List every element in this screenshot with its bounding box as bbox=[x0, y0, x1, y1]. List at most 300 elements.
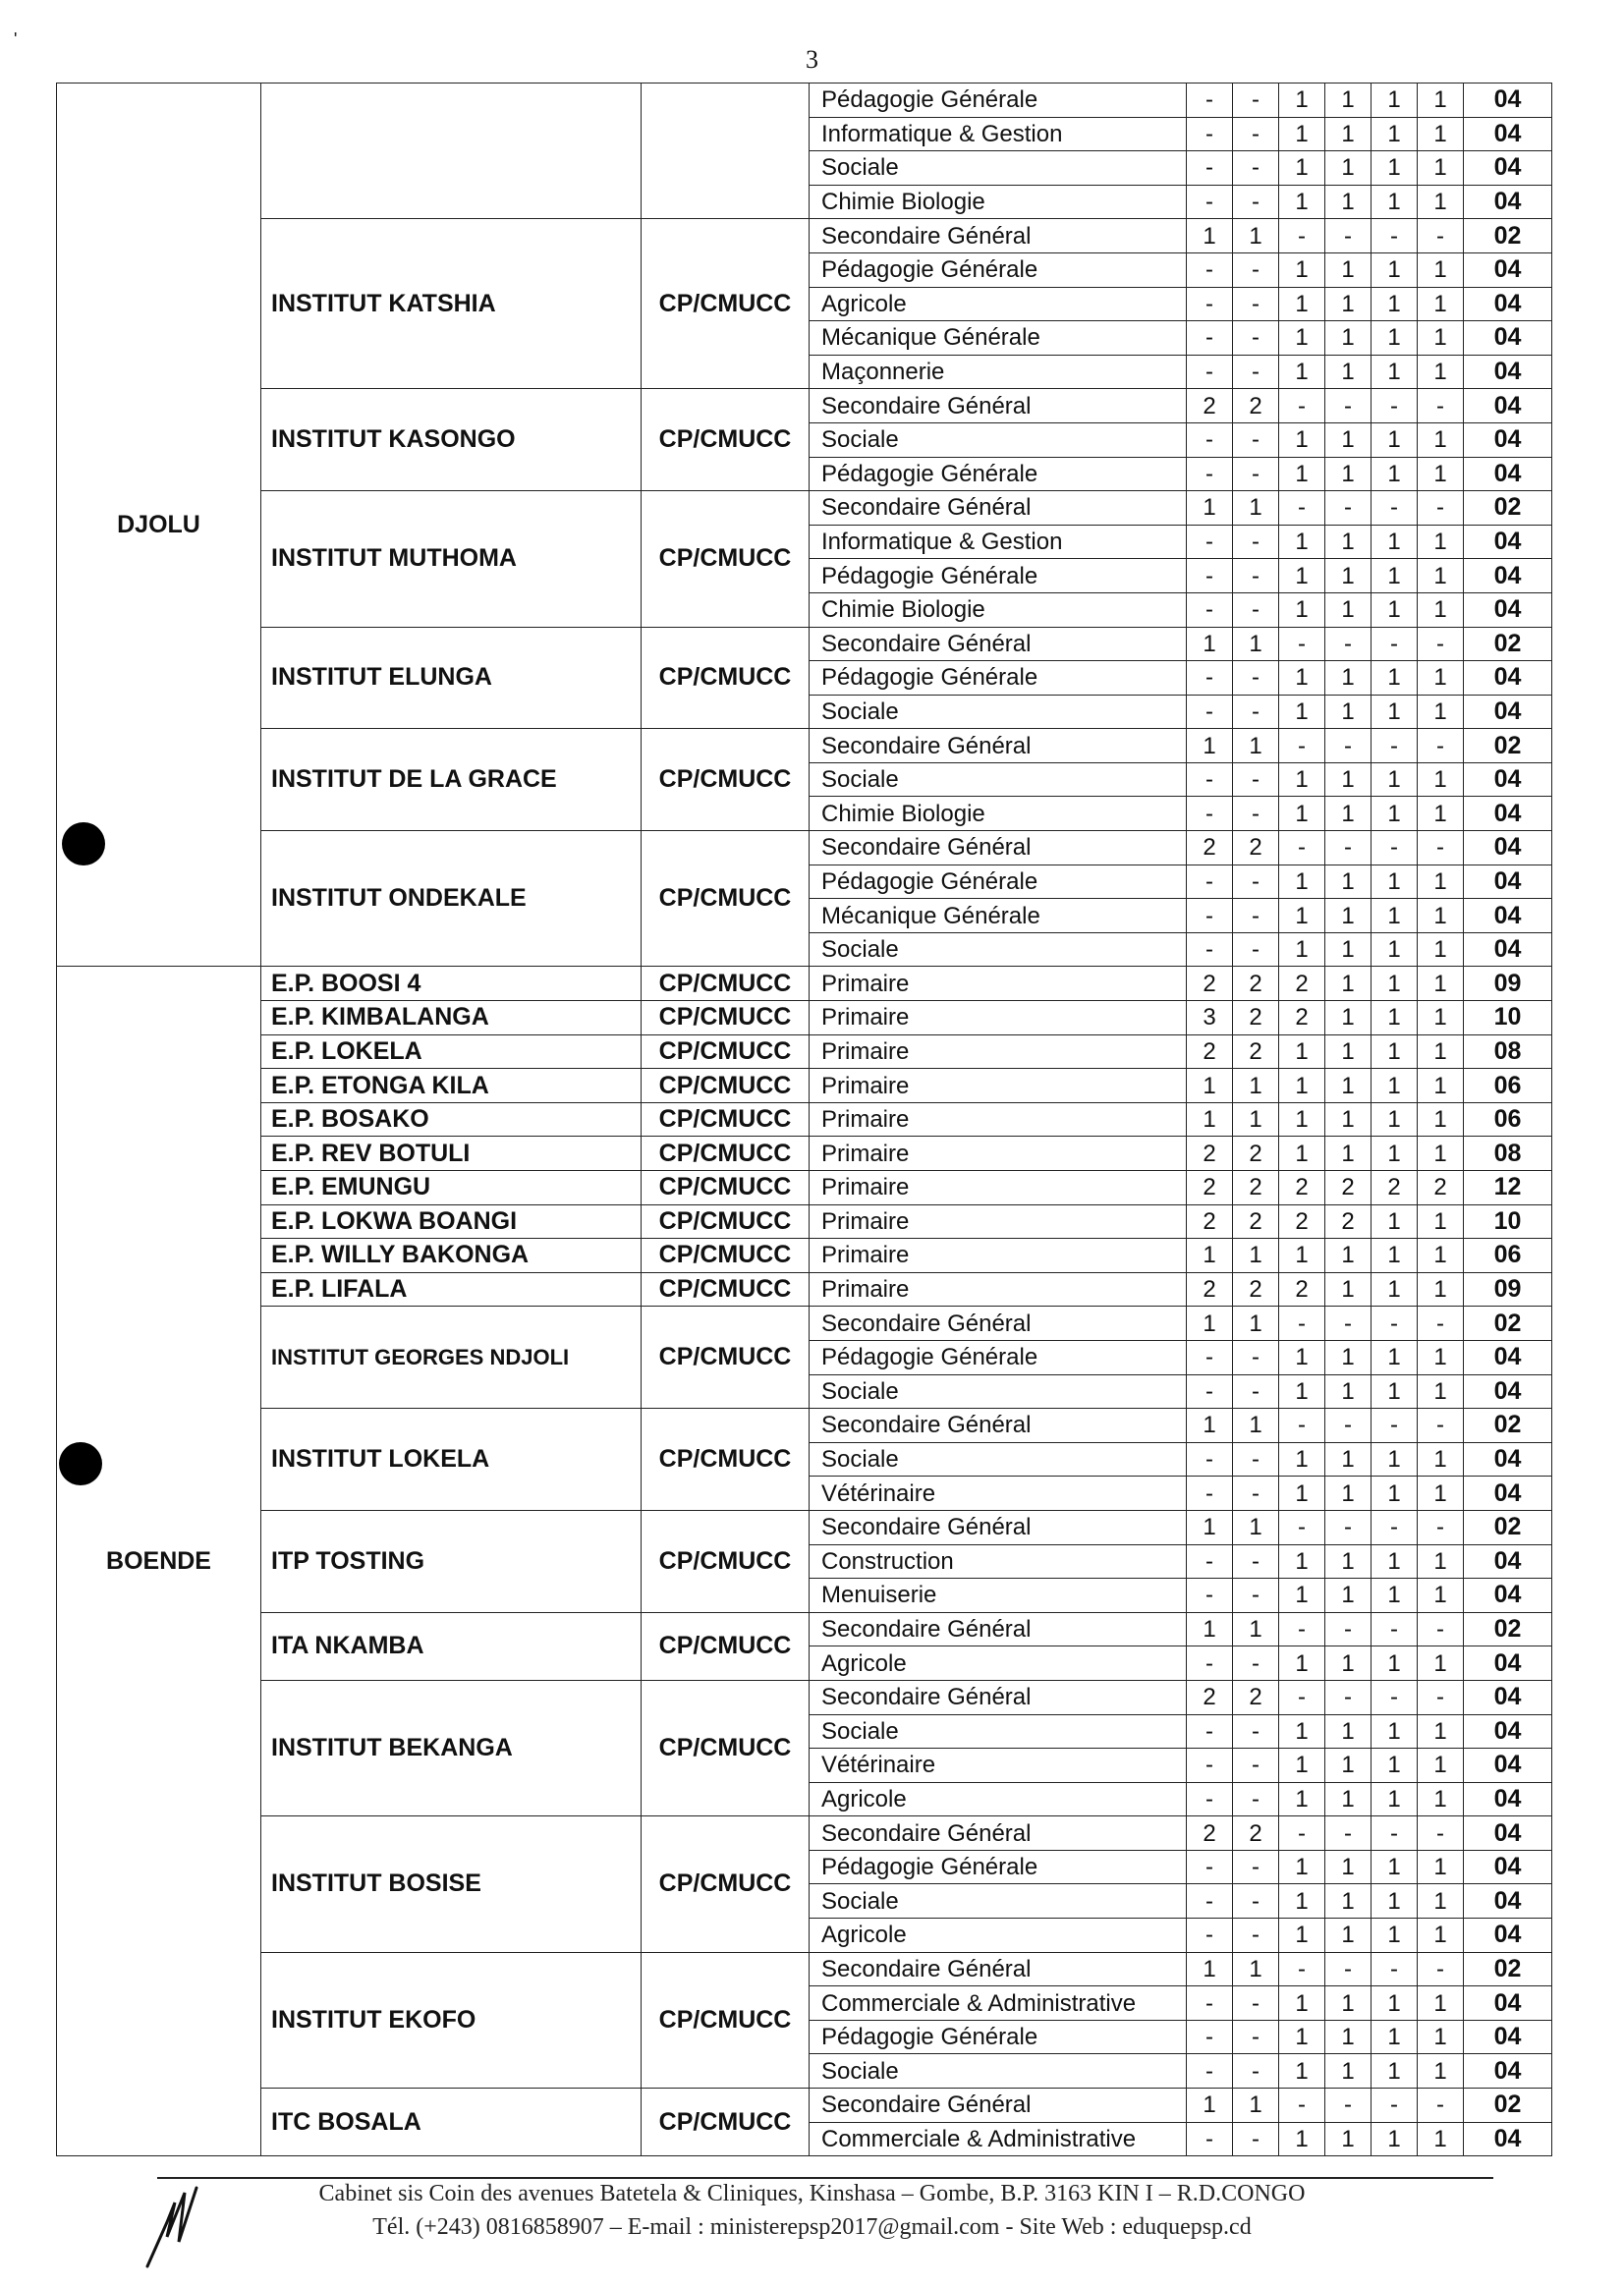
agency-code: CP/CMUCC bbox=[642, 1239, 810, 1273]
agency-code: CP/CMUCC bbox=[642, 1272, 810, 1307]
class-count-2: - bbox=[1233, 355, 1279, 389]
class-count-1: - bbox=[1187, 1919, 1233, 1953]
class-count-3: 1 bbox=[1279, 899, 1325, 933]
class-count-2: 1 bbox=[1233, 1409, 1279, 1443]
class-count-2: 2 bbox=[1233, 1680, 1279, 1714]
class-count-1: 2 bbox=[1187, 389, 1233, 423]
class-count-2: - bbox=[1233, 457, 1279, 491]
class-count-3: 1 bbox=[1279, 1782, 1325, 1816]
school-name: E.P. WILLY BAKONGA bbox=[261, 1239, 642, 1273]
class-count-5: 1 bbox=[1372, 559, 1418, 593]
option-name: Secondaire Général bbox=[810, 491, 1187, 526]
class-count-4: 1 bbox=[1325, 661, 1372, 696]
class-count-4: 1 bbox=[1325, 1374, 1372, 1409]
class-count-4: 1 bbox=[1325, 1544, 1372, 1579]
class-count-4: 1 bbox=[1325, 762, 1372, 797]
class-count-2: - bbox=[1233, 84, 1279, 118]
class-count-3: 1 bbox=[1279, 1714, 1325, 1749]
class-count-6: 1 bbox=[1418, 1919, 1464, 1953]
option-name: Primaire bbox=[810, 1204, 1187, 1239]
class-count-6: 1 bbox=[1418, 1477, 1464, 1511]
total-count: 04 bbox=[1464, 1749, 1552, 1783]
class-count-5: 1 bbox=[1372, 899, 1418, 933]
class-count-3: 1 bbox=[1279, 932, 1325, 967]
school-name: ITP TOSTING bbox=[261, 1510, 642, 1612]
class-count-6: 1 bbox=[1418, 559, 1464, 593]
class-count-6: 1 bbox=[1418, 695, 1464, 729]
class-count-2: - bbox=[1233, 592, 1279, 627]
class-count-3: 1 bbox=[1279, 1477, 1325, 1511]
option-name: Primaire bbox=[810, 1137, 1187, 1171]
class-count-5: 1 bbox=[1372, 1544, 1418, 1579]
option-name: Menuiserie bbox=[810, 1579, 1187, 1613]
class-count-2: - bbox=[1233, 1544, 1279, 1579]
class-count-3: - bbox=[1279, 1612, 1325, 1646]
table-row bbox=[57, 729, 1552, 763]
class-count-1: 1 bbox=[1187, 1239, 1233, 1273]
class-count-3: 2 bbox=[1279, 1272, 1325, 1307]
class-count-2: - bbox=[1233, 321, 1279, 356]
class-count-1: 1 bbox=[1187, 1612, 1233, 1646]
class-count-4: - bbox=[1325, 1409, 1372, 1443]
class-count-4: - bbox=[1325, 219, 1372, 253]
option-name: Primaire bbox=[810, 1069, 1187, 1103]
class-count-4: 1 bbox=[1325, 559, 1372, 593]
agency-code: CP/CMUCC bbox=[642, 1069, 810, 1103]
class-count-3: 1 bbox=[1279, 1034, 1325, 1069]
class-count-4: 1 bbox=[1325, 1340, 1372, 1374]
class-count-3: 1 bbox=[1279, 525, 1325, 559]
class-count-5: 2 bbox=[1372, 1171, 1418, 1205]
class-count-1: - bbox=[1187, 797, 1233, 831]
class-count-4: 1 bbox=[1325, 151, 1372, 186]
total-count: 04 bbox=[1464, 2054, 1552, 2089]
total-count: 09 bbox=[1464, 1272, 1552, 1307]
option-name: Vétérinaire bbox=[810, 1477, 1187, 1511]
class-count-1: 1 bbox=[1187, 729, 1233, 763]
class-count-4: 1 bbox=[1325, 1239, 1372, 1273]
table-row bbox=[57, 1171, 1552, 1205]
class-count-6: - bbox=[1418, 1680, 1464, 1714]
class-count-4: - bbox=[1325, 389, 1372, 423]
total-count: 04 bbox=[1464, 831, 1552, 865]
class-count-4: - bbox=[1325, 1510, 1372, 1544]
class-count-3: 1 bbox=[1279, 1850, 1325, 1884]
option-name: Secondaire Général bbox=[810, 729, 1187, 763]
option-name: Secondaire Général bbox=[810, 627, 1187, 661]
class-count-5: 1 bbox=[1372, 1646, 1418, 1681]
class-count-2: 1 bbox=[1233, 1952, 1279, 1986]
class-count-6: - bbox=[1418, 491, 1464, 526]
class-count-6: 1 bbox=[1418, 287, 1464, 321]
agency-code: CP/CMUCC bbox=[642, 491, 810, 627]
class-count-3: - bbox=[1279, 831, 1325, 865]
class-count-3: 1 bbox=[1279, 559, 1325, 593]
class-count-2: 1 bbox=[1233, 219, 1279, 253]
school-name: INSTITUT EKOFO bbox=[261, 1952, 642, 2088]
agency-code: CP/CMUCC bbox=[642, 389, 810, 491]
class-count-4: 1 bbox=[1325, 457, 1372, 491]
option-name: Secondaire Général bbox=[810, 1510, 1187, 1544]
agency-code bbox=[642, 84, 810, 219]
class-count-4: 1 bbox=[1325, 865, 1372, 899]
class-count-1: - bbox=[1187, 355, 1233, 389]
agency-code: CP/CMUCC bbox=[642, 1307, 810, 1409]
total-count: 04 bbox=[1464, 1919, 1552, 1953]
class-count-2: - bbox=[1233, 762, 1279, 797]
class-count-1: - bbox=[1187, 592, 1233, 627]
punch-hole-dot bbox=[62, 822, 105, 865]
total-count: 04 bbox=[1464, 151, 1552, 186]
class-count-3: 1 bbox=[1279, 1374, 1325, 1409]
class-count-4: 1 bbox=[1325, 1782, 1372, 1816]
table-row bbox=[57, 1069, 1552, 1103]
class-count-1: 2 bbox=[1187, 1204, 1233, 1239]
table-row bbox=[57, 1816, 1552, 1851]
class-count-3: 2 bbox=[1279, 1171, 1325, 1205]
class-count-3: 1 bbox=[1279, 1919, 1325, 1953]
class-count-6: 1 bbox=[1418, 355, 1464, 389]
option-name: Chimie Biologie bbox=[810, 592, 1187, 627]
class-count-3: 1 bbox=[1279, 1749, 1325, 1783]
total-count: 04 bbox=[1464, 661, 1552, 696]
class-count-1: 2 bbox=[1187, 1272, 1233, 1307]
class-count-6: - bbox=[1418, 1952, 1464, 1986]
table-row bbox=[57, 1680, 1552, 1714]
class-count-5: 1 bbox=[1372, 932, 1418, 967]
class-count-6: 1 bbox=[1418, 1102, 1464, 1137]
agency-code: CP/CMUCC bbox=[642, 1510, 810, 1612]
school-name: E.P. REV BOTULI bbox=[261, 1137, 642, 1171]
class-count-4: 1 bbox=[1325, 695, 1372, 729]
class-count-5: 1 bbox=[1372, 1579, 1418, 1613]
class-count-4: 1 bbox=[1325, 422, 1372, 457]
class-count-1: - bbox=[1187, 1442, 1233, 1477]
option-name: Sociale bbox=[810, 2054, 1187, 2089]
class-count-5: 1 bbox=[1372, 1442, 1418, 1477]
class-count-3: - bbox=[1279, 1680, 1325, 1714]
class-count-1: - bbox=[1187, 84, 1233, 118]
school-name: INSTITUT BOSISE bbox=[261, 1816, 642, 1952]
class-count-3: - bbox=[1279, 729, 1325, 763]
class-count-5: - bbox=[1372, 389, 1418, 423]
class-count-6: 1 bbox=[1418, 2054, 1464, 2089]
class-count-2: 1 bbox=[1233, 1239, 1279, 1273]
option-name: Primaire bbox=[810, 1272, 1187, 1307]
class-count-6: 1 bbox=[1418, 1579, 1464, 1613]
class-count-4: 1 bbox=[1325, 797, 1372, 831]
option-name: Secondaire Général bbox=[810, 1816, 1187, 1851]
class-count-4: 1 bbox=[1325, 592, 1372, 627]
class-count-2: 2 bbox=[1233, 967, 1279, 1001]
page-number: 3 bbox=[806, 45, 818, 74]
class-count-4: 1 bbox=[1325, 1069, 1372, 1103]
agency-code: CP/CMUCC bbox=[642, 627, 810, 729]
agency-code: CP/CMUCC bbox=[642, 2089, 810, 2156]
total-count: 04 bbox=[1464, 422, 1552, 457]
total-count: 06 bbox=[1464, 1069, 1552, 1103]
class-count-1: 1 bbox=[1187, 1307, 1233, 1341]
option-name: Primaire bbox=[810, 1001, 1187, 1035]
class-count-6: 1 bbox=[1418, 932, 1464, 967]
class-count-3: 1 bbox=[1279, 661, 1325, 696]
class-count-2: - bbox=[1233, 185, 1279, 219]
option-name: Agricole bbox=[810, 1646, 1187, 1681]
footer-address: Cabinet sis Coin des avenues Batetela & Cliniques, Kinshasa – Gombe, B.P. 3163 KIN I – R.D.CONGO bbox=[318, 2181, 1306, 2206]
class-count-3: 1 bbox=[1279, 1102, 1325, 1137]
class-count-3: 1 bbox=[1279, 422, 1325, 457]
total-count: 10 bbox=[1464, 1001, 1552, 1035]
total-count: 04 bbox=[1464, 185, 1552, 219]
class-count-5: - bbox=[1372, 491, 1418, 526]
agency-code: CP/CMUCC bbox=[642, 1816, 810, 1952]
class-count-2: - bbox=[1233, 1646, 1279, 1681]
option-name: Commerciale & Administrative bbox=[810, 1986, 1187, 2021]
class-count-3: 1 bbox=[1279, 84, 1325, 118]
class-count-1: - bbox=[1187, 1850, 1233, 1884]
class-count-6: 1 bbox=[1418, 1069, 1464, 1103]
total-count: 04 bbox=[1464, 592, 1552, 627]
class-count-3: 1 bbox=[1279, 252, 1325, 287]
class-count-6: 1 bbox=[1418, 2020, 1464, 2054]
agency-code: CP/CMUCC bbox=[642, 1137, 810, 1171]
class-count-1: - bbox=[1187, 185, 1233, 219]
class-count-2: - bbox=[1233, 1477, 1279, 1511]
agency-code: CP/CMUCC bbox=[642, 1204, 810, 1239]
class-count-4: 1 bbox=[1325, 1714, 1372, 1749]
footer-rule bbox=[157, 2177, 1493, 2179]
total-count: 04 bbox=[1464, 2020, 1552, 2054]
class-count-5: 1 bbox=[1372, 252, 1418, 287]
class-count-2: - bbox=[1233, 797, 1279, 831]
total-count: 04 bbox=[1464, 252, 1552, 287]
class-count-6: 1 bbox=[1418, 1034, 1464, 1069]
class-count-6: 1 bbox=[1418, 1986, 1464, 2021]
class-count-2: 2 bbox=[1233, 1272, 1279, 1307]
option-name: Pédagogie Générale bbox=[810, 865, 1187, 899]
table-row bbox=[57, 627, 1552, 661]
option-name: Pédagogie Générale bbox=[810, 84, 1187, 118]
class-count-3: 1 bbox=[1279, 151, 1325, 186]
class-count-4: 1 bbox=[1325, 2054, 1372, 2089]
class-count-6: 1 bbox=[1418, 1204, 1464, 1239]
class-count-1: - bbox=[1187, 252, 1233, 287]
class-count-2: 1 bbox=[1233, 1069, 1279, 1103]
class-count-1: 1 bbox=[1187, 1952, 1233, 1986]
class-count-4: 1 bbox=[1325, 287, 1372, 321]
option-name: Pédagogie Générale bbox=[810, 252, 1187, 287]
territory-cell bbox=[57, 967, 261, 2156]
class-count-1: - bbox=[1187, 1544, 1233, 1579]
class-count-5: - bbox=[1372, 1307, 1418, 1341]
class-count-2: - bbox=[1233, 1374, 1279, 1409]
option-name: Primaire bbox=[810, 967, 1187, 1001]
class-count-3: 2 bbox=[1279, 1001, 1325, 1035]
class-count-1: 1 bbox=[1187, 627, 1233, 661]
class-count-5: 1 bbox=[1372, 1850, 1418, 1884]
total-count: 04 bbox=[1464, 865, 1552, 899]
class-count-1: - bbox=[1187, 1477, 1233, 1511]
option-name: Informatique & Gestion bbox=[810, 117, 1187, 151]
class-count-1: - bbox=[1187, 1340, 1233, 1374]
class-count-6: 1 bbox=[1418, 1340, 1464, 1374]
class-count-5: - bbox=[1372, 1680, 1418, 1714]
class-count-1: - bbox=[1187, 457, 1233, 491]
class-count-6: 1 bbox=[1418, 457, 1464, 491]
class-count-5: 1 bbox=[1372, 695, 1418, 729]
option-name: Sociale bbox=[810, 151, 1187, 186]
total-count: 04 bbox=[1464, 389, 1552, 423]
option-name: Sociale bbox=[810, 695, 1187, 729]
school-allocation-table bbox=[56, 83, 1552, 2156]
class-count-2: - bbox=[1233, 1986, 1279, 2021]
class-count-2: - bbox=[1233, 865, 1279, 899]
class-count-1: - bbox=[1187, 865, 1233, 899]
class-count-6: 1 bbox=[1418, 151, 1464, 186]
class-count-1: - bbox=[1187, 287, 1233, 321]
total-count: 04 bbox=[1464, 797, 1552, 831]
territory-label: BOENDE bbox=[106, 1546, 211, 1575]
class-count-3: 1 bbox=[1279, 1069, 1325, 1103]
class-count-2: 2 bbox=[1233, 1034, 1279, 1069]
class-count-1: 2 bbox=[1187, 1171, 1233, 1205]
class-count-4: - bbox=[1325, 627, 1372, 661]
class-count-5: - bbox=[1372, 219, 1418, 253]
class-count-1: - bbox=[1187, 1646, 1233, 1681]
class-count-2: - bbox=[1233, 1442, 1279, 1477]
class-count-2: - bbox=[1233, 2054, 1279, 2089]
class-count-3: - bbox=[1279, 1307, 1325, 1341]
table-row bbox=[57, 1102, 1552, 1137]
class-count-5: - bbox=[1372, 1612, 1418, 1646]
class-count-5: 1 bbox=[1372, 321, 1418, 356]
class-count-4: 2 bbox=[1325, 1171, 1372, 1205]
class-count-3: 2 bbox=[1279, 1204, 1325, 1239]
class-count-4: 1 bbox=[1325, 899, 1372, 933]
total-count: 02 bbox=[1464, 1307, 1552, 1341]
option-name: Sociale bbox=[810, 1714, 1187, 1749]
class-count-1: 1 bbox=[1187, 491, 1233, 526]
class-count-6: - bbox=[1418, 1510, 1464, 1544]
class-count-1: - bbox=[1187, 1884, 1233, 1919]
class-count-6: 1 bbox=[1418, 185, 1464, 219]
class-count-6: 1 bbox=[1418, 661, 1464, 696]
class-count-4: - bbox=[1325, 1612, 1372, 1646]
territory-label: DJOLU bbox=[117, 510, 200, 538]
total-count: 06 bbox=[1464, 1102, 1552, 1137]
option-name: Agricole bbox=[810, 1782, 1187, 1816]
class-count-5: 1 bbox=[1372, 762, 1418, 797]
class-count-2: 2 bbox=[1233, 1137, 1279, 1171]
table-row bbox=[57, 1001, 1552, 1035]
agency-code: CP/CMUCC bbox=[642, 1952, 810, 2088]
option-name: Primaire bbox=[810, 1171, 1187, 1205]
table-row bbox=[57, 219, 1552, 253]
class-count-6: 1 bbox=[1418, 1646, 1464, 1681]
class-count-6: 1 bbox=[1418, 1782, 1464, 1816]
footer-contact: Tél. (+243) 0816858907 – E-mail : ministerepsp2017@gmail.com - Site Web : eduquepsp.cd bbox=[372, 2214, 1252, 2240]
option-name: Sociale bbox=[810, 1374, 1187, 1409]
class-count-4: 1 bbox=[1325, 355, 1372, 389]
class-count-5: 1 bbox=[1372, 661, 1418, 696]
class-count-5: - bbox=[1372, 729, 1418, 763]
option-name: Primaire bbox=[810, 1239, 1187, 1273]
class-count-1: - bbox=[1187, 1374, 1233, 1409]
total-count: 04 bbox=[1464, 321, 1552, 356]
class-count-3: 1 bbox=[1279, 2020, 1325, 2054]
class-count-2: 1 bbox=[1233, 1510, 1279, 1544]
class-count-3: 1 bbox=[1279, 1544, 1325, 1579]
total-count: 06 bbox=[1464, 1239, 1552, 1273]
class-count-5: - bbox=[1372, 2089, 1418, 2123]
total-count: 12 bbox=[1464, 1171, 1552, 1205]
school-name: E.P. BOSAKO bbox=[261, 1102, 642, 1137]
option-name: Pédagogie Générale bbox=[810, 1340, 1187, 1374]
class-count-5: 1 bbox=[1372, 151, 1418, 186]
class-count-6: 1 bbox=[1418, 422, 1464, 457]
total-count: 02 bbox=[1464, 219, 1552, 253]
total-count: 04 bbox=[1464, 1579, 1552, 1613]
class-count-6: 1 bbox=[1418, 1850, 1464, 1884]
class-count-5: 1 bbox=[1372, 1714, 1418, 1749]
class-count-2: - bbox=[1233, 2122, 1279, 2156]
class-count-1: - bbox=[1187, 1782, 1233, 1816]
option-name: Chimie Biologie bbox=[810, 185, 1187, 219]
class-count-2: - bbox=[1233, 422, 1279, 457]
class-count-3: 2 bbox=[1279, 967, 1325, 1001]
class-count-4: 1 bbox=[1325, 1442, 1372, 1477]
agency-code: CP/CMUCC bbox=[642, 831, 810, 967]
class-count-1: - bbox=[1187, 1579, 1233, 1613]
class-count-6: 1 bbox=[1418, 762, 1464, 797]
school-name: E.P. ETONGA KILA bbox=[261, 1069, 642, 1103]
class-count-5: 1 bbox=[1372, 1034, 1418, 1069]
class-count-2: 1 bbox=[1233, 1612, 1279, 1646]
table-row bbox=[57, 84, 1552, 118]
total-count: 04 bbox=[1464, 117, 1552, 151]
table-row bbox=[57, 1137, 1552, 1171]
class-count-4: 1 bbox=[1325, 1034, 1372, 1069]
option-name: Construction bbox=[810, 1544, 1187, 1579]
class-count-2: - bbox=[1233, 1714, 1279, 1749]
option-name: Sociale bbox=[810, 1442, 1187, 1477]
option-name: Agricole bbox=[810, 287, 1187, 321]
class-count-4: 1 bbox=[1325, 252, 1372, 287]
class-count-4: 2 bbox=[1325, 1204, 1372, 1239]
option-name: Vétérinaire bbox=[810, 1749, 1187, 1783]
option-name: Sociale bbox=[810, 1884, 1187, 1919]
class-count-6: 1 bbox=[1418, 1272, 1464, 1307]
class-count-3: 1 bbox=[1279, 762, 1325, 797]
class-count-2: - bbox=[1233, 1782, 1279, 1816]
table-row bbox=[57, 831, 1552, 865]
class-count-2: 1 bbox=[1233, 729, 1279, 763]
total-count: 08 bbox=[1464, 1034, 1552, 1069]
class-count-3: 1 bbox=[1279, 117, 1325, 151]
total-count: 04 bbox=[1464, 559, 1552, 593]
class-count-3: - bbox=[1279, 389, 1325, 423]
class-count-5: 1 bbox=[1372, 592, 1418, 627]
class-count-1: - bbox=[1187, 1714, 1233, 1749]
total-count: 04 bbox=[1464, 1816, 1552, 1851]
table-row bbox=[57, 1409, 1552, 1443]
class-count-1: 1 bbox=[1187, 1069, 1233, 1103]
total-count: 04 bbox=[1464, 84, 1552, 118]
class-count-1: 2 bbox=[1187, 967, 1233, 1001]
total-count: 04 bbox=[1464, 2122, 1552, 2156]
school-name: INSTITUT MUTHOMA bbox=[261, 491, 642, 627]
class-count-6: 1 bbox=[1418, 1137, 1464, 1171]
